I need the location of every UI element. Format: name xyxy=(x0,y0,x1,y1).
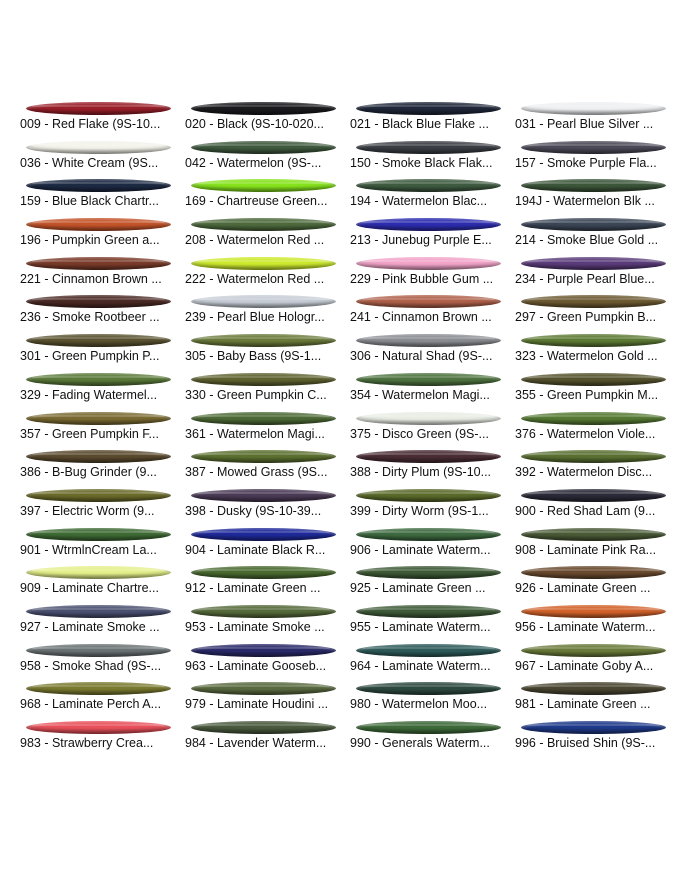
color-swatch-label: 021 - Black Blue Flake ... xyxy=(350,117,489,131)
worm-bait-image xyxy=(191,644,336,657)
worm-bait-image xyxy=(26,334,171,347)
worm-bait-image xyxy=(356,450,501,463)
color-swatch[interactable] xyxy=(183,173,343,212)
worm-bait-image xyxy=(356,295,501,308)
worm-bait-image xyxy=(26,412,171,425)
color-swatch[interactable] xyxy=(18,406,178,445)
color-swatch[interactable] xyxy=(18,212,178,251)
color-swatch[interactable] xyxy=(513,135,673,174)
color-swatch-label: 330 - Green Pumpkin C... xyxy=(185,387,327,402)
color-swatch-grid xyxy=(18,96,688,754)
worm-bait-image xyxy=(356,682,501,695)
color-swatch[interactable] xyxy=(18,173,178,212)
color-swatch[interactable] xyxy=(183,444,343,483)
color-swatch-label: 159 - Blue Black Chartr... xyxy=(20,194,159,209)
color-swatch-label: 906 - Laminate Waterm... xyxy=(350,542,491,557)
color-swatch-label: 980 - Watermelon Moo... xyxy=(350,697,488,712)
color-swatch-label: 305 - Baby Bass (9S-1... xyxy=(185,349,322,364)
color-swatch[interactable] xyxy=(18,367,178,406)
color-swatch-label: 031 - Pearl Blue Silver ... xyxy=(515,117,654,131)
color-swatch[interactable] xyxy=(183,328,343,367)
worm-bait-image xyxy=(26,373,171,386)
worm-bait-image xyxy=(356,412,501,425)
color-swatch[interactable] xyxy=(348,638,508,677)
color-swatch[interactable] xyxy=(183,599,343,638)
worm-bait-image xyxy=(521,218,666,231)
color-swatch[interactable] xyxy=(513,406,673,445)
color-swatch[interactable] xyxy=(18,96,178,135)
color-swatch[interactable] xyxy=(513,173,673,212)
color-swatch[interactable] xyxy=(348,522,508,561)
color-swatch-label: 953 - Laminate Smoke ... xyxy=(185,619,325,634)
color-swatch-label: 306 - Natural Shad (9S-... xyxy=(350,349,493,364)
worm-bait-image xyxy=(191,295,336,308)
worm-bait-image xyxy=(521,489,666,502)
color-swatch[interactable] xyxy=(348,96,508,135)
color-swatch-label: 301 - Green Pumpkin P... xyxy=(20,349,160,364)
worm-bait-image xyxy=(521,721,666,734)
color-swatch[interactable] xyxy=(183,483,343,522)
color-swatch-label: 150 - Smoke Black Flak... xyxy=(350,155,493,170)
color-swatch[interactable] xyxy=(513,676,673,715)
worm-bait-image xyxy=(26,295,171,308)
color-swatch[interactable] xyxy=(513,328,673,367)
color-swatch-label: 221 - Cinnamon Brown ... xyxy=(20,271,162,286)
color-swatch[interactable] xyxy=(513,715,673,754)
color-swatch-label: 984 - Lavender Waterm... xyxy=(185,736,327,750)
worm-bait-image xyxy=(356,528,501,541)
color-swatch[interactable] xyxy=(348,483,508,522)
worm-bait-image xyxy=(191,450,336,463)
color-swatch-label: 239 - Pearl Blue Hologr... xyxy=(185,310,325,325)
worm-bait-image xyxy=(521,141,666,154)
color-swatch-label: 397 - Electric Worm (9... xyxy=(20,503,155,518)
color-swatch-label: 909 - Laminate Chartre... xyxy=(20,581,159,596)
color-swatch[interactable] xyxy=(183,522,343,561)
worm-bait-image xyxy=(521,179,666,192)
color-swatch[interactable] xyxy=(348,676,508,715)
color-swatch-label: 357 - Green Pumpkin F... xyxy=(20,426,159,441)
color-swatch-label: 323 - Watermelon Gold ... xyxy=(515,349,658,364)
color-swatch-label: 996 - Bruised Shin (9S-... xyxy=(515,736,656,750)
color-swatch[interactable] xyxy=(183,560,343,599)
color-swatch-label: 234 - Purple Pearl Blue... xyxy=(515,271,655,286)
color-swatch[interactable] xyxy=(18,328,178,367)
color-swatch[interactable] xyxy=(348,251,508,290)
worm-bait-image xyxy=(191,605,336,618)
color-swatch-label: 964 - Laminate Waterm... xyxy=(350,658,491,673)
color-swatch[interactable] xyxy=(348,560,508,599)
color-swatch[interactable] xyxy=(513,367,673,406)
color-swatch[interactable] xyxy=(183,638,343,677)
color-swatch-label: 968 - Laminate Perch A... xyxy=(20,697,162,712)
color-swatch-label: 387 - Mowed Grass (9S... xyxy=(185,465,328,480)
color-swatch[interactable] xyxy=(513,96,673,135)
color-swatch-label: 361 - Watermelon Magi... xyxy=(185,426,325,441)
worm-bait-image xyxy=(356,373,501,386)
color-swatch[interactable] xyxy=(513,251,673,290)
color-swatch[interactable] xyxy=(18,483,178,522)
color-swatch-label: 398 - Dusky (9S-10-39... xyxy=(185,503,322,518)
color-swatch[interactable] xyxy=(183,135,343,174)
color-swatch[interactable] xyxy=(18,444,178,483)
color-swatch-label: 241 - Cinnamon Brown ... xyxy=(350,310,492,325)
color-swatch[interactable] xyxy=(18,599,178,638)
color-swatch-label: 981 - Laminate Green ... xyxy=(515,697,651,712)
color-swatch-label: 376 - Watermelon Viole... xyxy=(515,426,656,441)
worm-bait-image xyxy=(191,412,336,425)
worm-bait-image xyxy=(521,566,666,579)
color-swatch-label: 157 - Smoke Purple Fla... xyxy=(515,155,657,170)
color-swatch-label: 169 - Chartreuse Green... xyxy=(185,194,328,209)
worm-bait-image xyxy=(356,644,501,657)
worm-bait-image xyxy=(191,102,336,115)
color-swatch[interactable] xyxy=(513,638,673,677)
worm-bait-image xyxy=(191,721,336,734)
color-swatch[interactable] xyxy=(18,251,178,290)
color-swatch[interactable] xyxy=(183,212,343,251)
worm-bait-image xyxy=(356,334,501,347)
worm-bait-image xyxy=(191,373,336,386)
color-swatch[interactable] xyxy=(183,367,343,406)
color-swatch[interactable] xyxy=(348,406,508,445)
worm-bait-image xyxy=(26,528,171,541)
color-swatch-label: 900 - Red Shad Lam (9... xyxy=(515,503,656,518)
color-swatch[interactable] xyxy=(513,599,673,638)
color-swatch-label: 955 - Laminate Waterm... xyxy=(350,619,491,634)
worm-bait-image xyxy=(521,450,666,463)
color-swatch[interactable] xyxy=(183,289,343,328)
worm-bait-image xyxy=(191,334,336,347)
color-swatch[interactable] xyxy=(348,135,508,174)
color-swatch-label: 925 - Laminate Green ... xyxy=(350,581,486,596)
color-swatch[interactable] xyxy=(18,676,178,715)
color-swatch-label: 983 - Strawberry Crea... xyxy=(20,736,154,750)
worm-bait-image xyxy=(521,373,666,386)
color-swatch[interactable] xyxy=(183,676,343,715)
color-swatch-label: 329 - Fading Watermel... xyxy=(20,387,158,402)
color-swatch-label: 020 - Black (9S-10-020... xyxy=(185,117,324,131)
worm-bait-image xyxy=(26,102,171,115)
color-swatch-label: 399 - Dirty Worm (9S-1... xyxy=(350,503,489,518)
worm-bait-image xyxy=(26,489,171,502)
worm-bait-image xyxy=(356,605,501,618)
worm-bait-image xyxy=(356,721,501,734)
color-swatch[interactable] xyxy=(18,289,178,328)
color-swatch-label: 901 - WtrmlnCream La... xyxy=(20,542,157,557)
worm-bait-image xyxy=(356,566,501,579)
worm-bait-image xyxy=(26,605,171,618)
worm-bait-image xyxy=(191,141,336,154)
worm-bait-image xyxy=(26,644,171,657)
worm-bait-image xyxy=(26,179,171,192)
color-swatch-label: 963 - Laminate Gooseb... xyxy=(185,658,327,673)
worm-bait-image xyxy=(356,257,501,270)
color-swatch-label: 354 - Watermelon Magi... xyxy=(350,387,490,402)
color-swatch-label: 196 - Pumpkin Green a... xyxy=(20,233,160,248)
worm-bait-image xyxy=(356,489,501,502)
worm-bait-image xyxy=(356,179,501,192)
color-swatch[interactable] xyxy=(18,560,178,599)
worm-bait-image xyxy=(26,218,171,231)
color-swatch[interactable] xyxy=(348,715,508,754)
color-swatch[interactable] xyxy=(348,328,508,367)
color-swatch-label: 990 - Generals Waterm... xyxy=(350,736,490,750)
worm-bait-image xyxy=(521,257,666,270)
color-swatch-label: 194 - Watermelon Blac... xyxy=(350,194,488,209)
worm-bait-image xyxy=(521,644,666,657)
color-swatch[interactable] xyxy=(348,289,508,328)
color-swatch-label: 036 - White Cream (9S... xyxy=(20,155,159,170)
worm-bait-image xyxy=(521,682,666,695)
color-swatch-label: 297 - Green Pumpkin B... xyxy=(515,310,657,325)
color-swatch[interactable] xyxy=(348,212,508,251)
worm-bait-image xyxy=(26,141,171,154)
worm-bait-image xyxy=(191,682,336,695)
color-swatch[interactable] xyxy=(183,715,343,754)
color-swatch[interactable] xyxy=(513,522,673,561)
worm-bait-image xyxy=(191,257,336,270)
color-swatch-label: 229 - Pink Bubble Gum ... xyxy=(350,271,494,286)
color-swatch[interactable] xyxy=(348,173,508,212)
color-swatch-label: 194J - Watermelon Blk ... xyxy=(515,194,655,209)
color-swatch-label: 958 - Smoke Shad (9S-... xyxy=(20,658,162,673)
worm-bait-image xyxy=(356,102,501,115)
color-swatch[interactable] xyxy=(18,522,178,561)
color-swatch[interactable] xyxy=(18,638,178,677)
worm-bait-image xyxy=(26,721,171,734)
color-swatch-label: 236 - Smoke Rootbeer ... xyxy=(20,310,160,325)
worm-bait-image xyxy=(191,218,336,231)
color-swatch-label: 042 - Watermelon (9S-... xyxy=(185,155,322,170)
worm-bait-image xyxy=(521,528,666,541)
color-swatch[interactable] xyxy=(348,367,508,406)
worm-bait-image xyxy=(356,218,501,231)
color-swatch-label: 967 - Laminate Goby A... xyxy=(515,658,654,673)
color-swatch[interactable] xyxy=(18,135,178,174)
color-swatch[interactable] xyxy=(348,599,508,638)
worm-bait-image xyxy=(26,257,171,270)
worm-bait-image xyxy=(191,528,336,541)
color-swatch-label: 956 - Laminate Waterm... xyxy=(515,619,656,634)
color-swatch-label: 208 - Watermelon Red ... xyxy=(185,233,325,248)
worm-bait-image xyxy=(26,450,171,463)
color-swatch-label: 213 - Junebug Purple E... xyxy=(350,233,492,248)
worm-bait-image xyxy=(26,682,171,695)
worm-bait-image xyxy=(521,412,666,425)
worm-bait-image xyxy=(521,605,666,618)
color-swatch-label: 926 - Laminate Green ... xyxy=(515,581,651,596)
worm-bait-image xyxy=(521,102,666,115)
color-swatch[interactable] xyxy=(183,406,343,445)
color-swatch-label: 979 - Laminate Houdini ... xyxy=(185,697,329,712)
color-swatch-label: 386 - B-Bug Grinder (9... xyxy=(20,465,157,480)
worm-bait-image xyxy=(191,566,336,579)
worm-bait-image xyxy=(26,566,171,579)
color-swatch-label: 214 - Smoke Blue Gold ... xyxy=(515,233,659,248)
color-swatch-label: 927 - Laminate Smoke ... xyxy=(20,619,160,634)
color-swatch[interactable] xyxy=(18,715,178,754)
color-swatch-label: 388 - Dirty Plum (9S-10... xyxy=(350,465,492,480)
color-swatch-label: 912 - Laminate Green ... xyxy=(185,581,321,596)
worm-bait-image xyxy=(521,295,666,308)
color-swatch-label: 904 - Laminate Black R... xyxy=(185,542,326,557)
color-swatch[interactable] xyxy=(513,560,673,599)
color-swatch-label: 375 - Disco Green (9S-... xyxy=(350,426,489,441)
color-swatch[interactable] xyxy=(513,444,673,483)
color-swatch[interactable] xyxy=(513,289,673,328)
worm-bait-image xyxy=(521,334,666,347)
color-swatch-label: 355 - Green Pumpkin M... xyxy=(515,387,659,402)
color-swatch-label: 392 - Watermelon Disc... xyxy=(515,465,653,480)
color-swatch-label: 908 - Laminate Pink Ra... xyxy=(515,542,657,557)
worm-bait-image xyxy=(191,179,336,192)
color-swatch[interactable] xyxy=(183,96,343,135)
worm-bait-image xyxy=(191,489,336,502)
color-swatch-label: 009 - Red Flake (9S-10... xyxy=(20,117,161,131)
color-swatch[interactable] xyxy=(348,444,508,483)
color-swatch[interactable] xyxy=(513,212,673,251)
color-swatch[interactable] xyxy=(183,251,343,290)
color-swatch-label: 222 - Watermelon Red ... xyxy=(185,271,325,286)
color-swatch[interactable] xyxy=(513,483,673,522)
worm-bait-image xyxy=(356,141,501,154)
